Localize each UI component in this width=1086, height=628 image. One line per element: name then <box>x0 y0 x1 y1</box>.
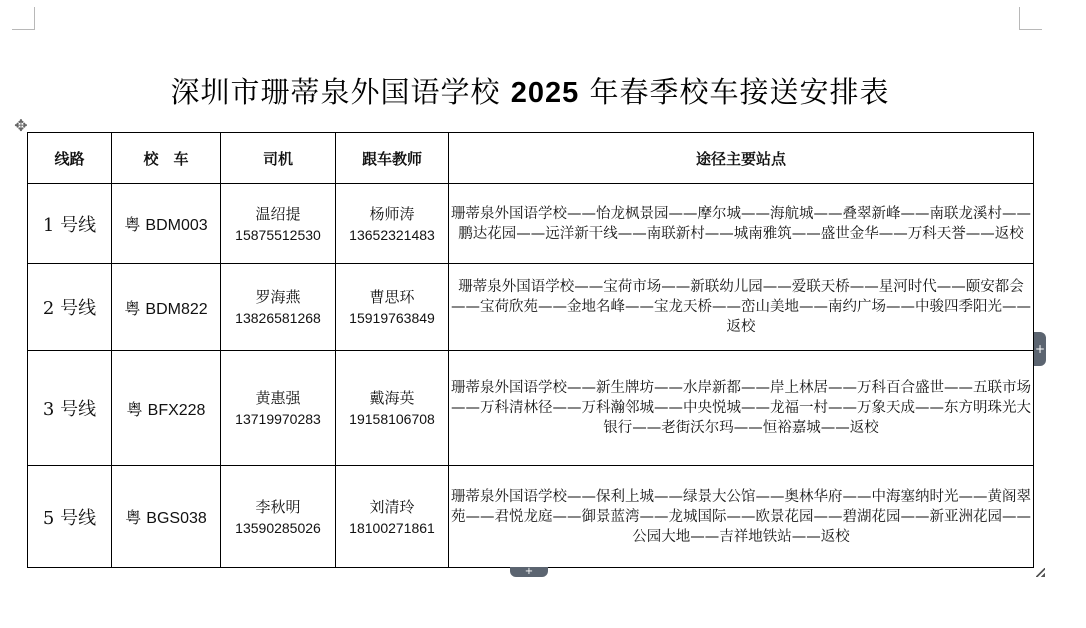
route-cell: 珊蒂泉外国语学校——保利上城——绿景大公馆——奥林华府——中海塞纳时光——黄阁翠苑——君悦龙庭——御景蓝湾——龙城国际——欧景花园——碧湖花园——新亚洲花园——公园大地——吉祥地铁站——返校 <box>449 466 1034 568</box>
table-move-handle-icon[interactable]: ✥ <box>14 116 28 135</box>
line-cell: 5 号线 <box>28 466 112 568</box>
title-main: 深圳市珊蒂泉外国语学校 <box>170 75 511 109</box>
header-row <box>28 133 1034 184</box>
teacher-cell <box>336 264 449 351</box>
bus-plate: BGS038 <box>146 510 207 527</box>
driver-phone: 15875512530 <box>235 226 321 243</box>
bus-plate: BDM822 <box>145 300 208 318</box>
teacher-phone: 13652321483 <box>349 226 435 243</box>
header-driver: 司机 <box>221 133 336 184</box>
teacher-cell <box>336 466 449 568</box>
bus-plate: BFX228 <box>147 401 206 419</box>
driver-name: 罗海燕 <box>255 288 301 306</box>
teacher-name: 刘清玲 <box>369 497 415 516</box>
title-year: 2025 <box>510 77 580 109</box>
driver-name: 李秋明 <box>255 497 301 516</box>
driver-cell <box>221 264 336 351</box>
title-rest: 年春季校车接送安排表 <box>579 75 890 109</box>
bus-cell <box>112 184 221 264</box>
line-cell: 3 号线 <box>28 351 112 466</box>
bus-cell <box>112 466 221 568</box>
header-bus: 校 车 <box>112 133 221 184</box>
bus-plate: BDM003 <box>145 217 208 234</box>
bus-prefix: 粤 <box>124 298 146 318</box>
table-row <box>28 184 1034 264</box>
bus-cell <box>112 264 221 351</box>
table-row <box>28 264 1034 351</box>
teacher-cell <box>336 184 449 264</box>
teacher-name: 曹思环 <box>369 288 415 306</box>
route-cell: 珊蒂泉外国语学校——宝荷市场——新联幼儿园——爱联天桥——星河时代——颐安都会——宝荷欣苑——金地名峰——宝龙天桥——峦山美地——南约广场——中骏四季阳光——返校 <box>449 264 1034 351</box>
driver-cell <box>221 351 336 466</box>
table-resize-handle[interactable] <box>1036 568 1045 577</box>
bus-prefix: 粤 <box>125 508 147 527</box>
driver-cell <box>221 466 336 568</box>
bus-prefix: 粤 <box>126 399 148 419</box>
line-cell: 2 号线 <box>28 264 112 351</box>
teacher-phone: 19158106708 <box>349 411 435 427</box>
table-row <box>28 466 1034 568</box>
driver-phone: 13719970283 <box>235 411 321 427</box>
bus-prefix: 粤 <box>124 215 146 234</box>
add-row-handle[interactable]: + <box>510 567 548 577</box>
teacher-name: 杨师涛 <box>369 204 415 223</box>
document-title <box>0 70 1060 111</box>
teacher-phone: 18100271861 <box>349 519 435 536</box>
teacher-phone: 15919763849 <box>349 310 435 326</box>
page-corner-mark-top-right <box>1019 7 1042 30</box>
header-line: 线路 <box>28 133 112 184</box>
bus-schedule-table <box>27 132 1034 568</box>
driver-cell <box>221 184 336 264</box>
page-corner-mark-top-left <box>12 7 35 30</box>
teacher-cell <box>336 351 449 466</box>
route-cell: 珊蒂泉外国语学校——怡龙枫景园——摩尔城——海航城——叠翠新峰——南联龙溪村——鹏达花园——远洋新干线——南联新村——城南雅筑——盛世金华——万科天誉——返校 <box>449 184 1034 264</box>
header-route: 途径主要站点 <box>449 133 1034 184</box>
driver-name: 温绍提 <box>255 204 301 223</box>
route-cell: 珊蒂泉外国语学校——新生牌坊——水岸新都——岸上林居——万科百合盛世——五联市场——万科清林径——万科瀚邻城——中央悦城——龙福一村——万象天成——东方明珠光大银行——老街沃尔玛——恒裕嘉城——返校 <box>449 351 1034 466</box>
teacher-name: 戴海英 <box>369 389 415 407</box>
driver-phone: 13590285026 <box>235 519 321 536</box>
bus-cell <box>112 351 221 466</box>
header-teacher: 跟车教师 <box>336 133 449 184</box>
line-cell: 1 号线 <box>28 184 112 264</box>
driver-phone: 13826581268 <box>235 310 321 326</box>
add-column-handle[interactable]: + <box>1034 332 1046 366</box>
table-row <box>28 351 1034 466</box>
driver-name: 黄惠强 <box>255 389 301 407</box>
